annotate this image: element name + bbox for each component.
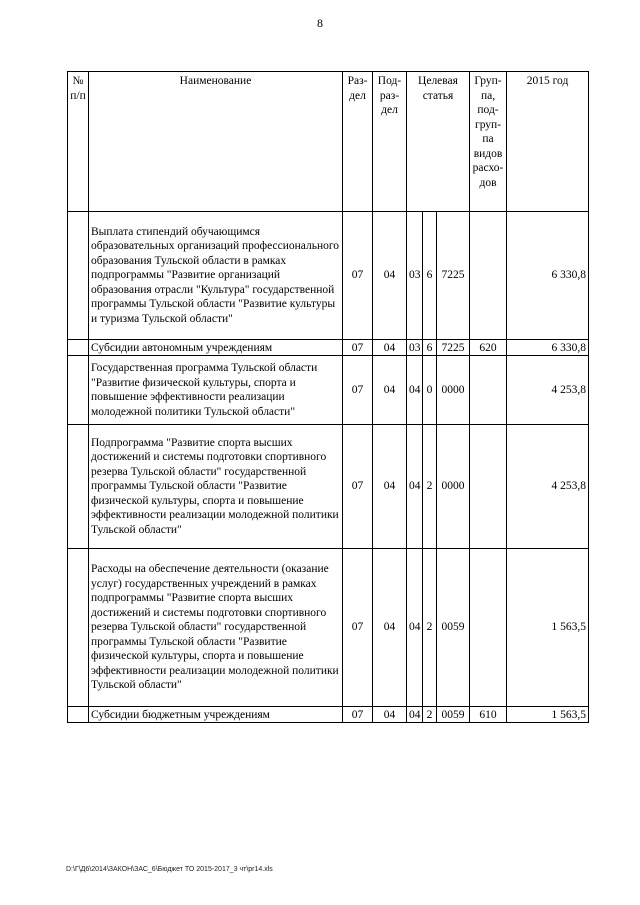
- cell-cs-program: 04: [407, 549, 423, 707]
- cell-sum: 1 563,5: [507, 549, 589, 707]
- cell-name: Субсидии бюджетным учреждениям: [89, 707, 343, 723]
- cell-podrazdel: 04: [373, 425, 407, 549]
- table-row: [68, 707, 589, 723]
- cell-no: [68, 356, 89, 425]
- cell-cs-program: 03: [407, 340, 423, 356]
- header-razdel: Раз-дел: [343, 72, 373, 212]
- cell-cs-direction: 7225: [437, 212, 470, 340]
- cell-vid: [470, 212, 507, 340]
- cell-name: Подпрограмма "Развитие спорта высших достижений и системы подготовки спортивного резерва Тульской области" государственной программы Тульской области "Развитие физической культуры, спорта и повышение эффективности реализации молодежной политики Тульской области": [89, 425, 343, 549]
- header-name: Наименование: [89, 72, 343, 212]
- table-row: [68, 212, 589, 340]
- cell-cs-direction: 0000: [437, 425, 470, 549]
- cell-no: [68, 212, 89, 340]
- header-year: 2015 год: [507, 72, 589, 212]
- cell-cs-program: 04: [407, 425, 423, 549]
- cell-cs-direction: 0000: [437, 356, 470, 425]
- header-podrazdel: Под-раз-дел: [373, 72, 407, 212]
- cell-vid: 610: [470, 707, 507, 723]
- cell-cs-subprogram: 0: [423, 356, 437, 425]
- cell-razdel: 07: [343, 340, 373, 356]
- cell-razdel: 07: [343, 212, 373, 340]
- cell-sum: 4 253,8: [507, 356, 589, 425]
- cell-name: Субсидии автономным учреждениям: [89, 340, 343, 356]
- cell-name: Расходы на обеспечение деятельности (оказание услуг) государственных учреждений в рамках подпрограммы "Развитие спорта высших достижений и системы подготовки спортивного резерва Тульской области" государственной программы Тульской области "Развитие физической культуры, спорта и повышение эффективности реализации молодежной политики Тульской области": [89, 549, 343, 707]
- cell-sum: 6 330,8: [507, 340, 589, 356]
- cell-podrazdel: 04: [373, 212, 407, 340]
- header-celevaya-statya: Целевая статья: [407, 72, 470, 212]
- cell-sum: 1 563,5: [507, 707, 589, 723]
- cell-name: Выплата стипендий обучающимся образовательных организаций профессионального образования Тульской области в рамках подпрограммы "Развитие организаций образования отрасли "Культура" государственной программы Тульской области "Развитие культуры и туризма Тульской области": [89, 212, 343, 340]
- cell-cs-subprogram: 2: [423, 425, 437, 549]
- cell-cs-subprogram: 6: [423, 212, 437, 340]
- cell-cs-direction: 7225: [437, 340, 470, 356]
- cell-razdel: 07: [343, 356, 373, 425]
- table-row: [68, 549, 589, 707]
- cell-no: [68, 549, 89, 707]
- table-row: [68, 356, 589, 425]
- cell-vid: [470, 356, 507, 425]
- table-row: [68, 340, 589, 356]
- header-gruppa-vidov-rashodov: Груп-па, под-груп-па видов расхо-дов: [470, 72, 507, 212]
- cell-no: [68, 340, 89, 356]
- page-number: 8: [317, 16, 323, 30]
- cell-cs-subprogram: 2: [423, 549, 437, 707]
- table-row: [68, 425, 589, 549]
- cell-cs-program: 04: [407, 356, 423, 425]
- cell-vid: 620: [470, 340, 507, 356]
- table-header-row: [68, 72, 589, 212]
- cell-no: [68, 707, 89, 723]
- cell-cs-program: 04: [407, 707, 423, 723]
- cell-razdel: 07: [343, 707, 373, 723]
- cell-podrazdel: 04: [373, 707, 407, 723]
- cell-razdel: 07: [343, 549, 373, 707]
- cell-name: Государственная программа Тульской области "Развитие физической культуры, спорта и повышение эффективности реализации молодежной политики Тульской области": [89, 356, 343, 425]
- cell-cs-program: 03: [407, 212, 423, 340]
- header-no: № п/п: [68, 72, 89, 212]
- cell-vid: [470, 425, 507, 549]
- budget-table: [67, 71, 589, 723]
- footer-file-path: D:\Г\Д6\2014\ЗАКОН\ЗАС_6\Бюджет ТО 2015-2017_3 чт\pr14.xls: [66, 866, 273, 873]
- cell-sum: 6 330,8: [507, 212, 589, 340]
- cell-cs-direction: 0059: [437, 549, 470, 707]
- cell-podrazdel: 04: [373, 356, 407, 425]
- cell-vid: [470, 549, 507, 707]
- cell-podrazdel: 04: [373, 340, 407, 356]
- cell-cs-direction: 0059: [437, 707, 470, 723]
- cell-podrazdel: 04: [373, 549, 407, 707]
- cell-no: [68, 425, 89, 549]
- cell-cs-subprogram: 2: [423, 707, 437, 723]
- cell-cs-subprogram: 6: [423, 340, 437, 356]
- cell-sum: 4 253,8: [507, 425, 589, 549]
- cell-razdel: 07: [343, 425, 373, 549]
